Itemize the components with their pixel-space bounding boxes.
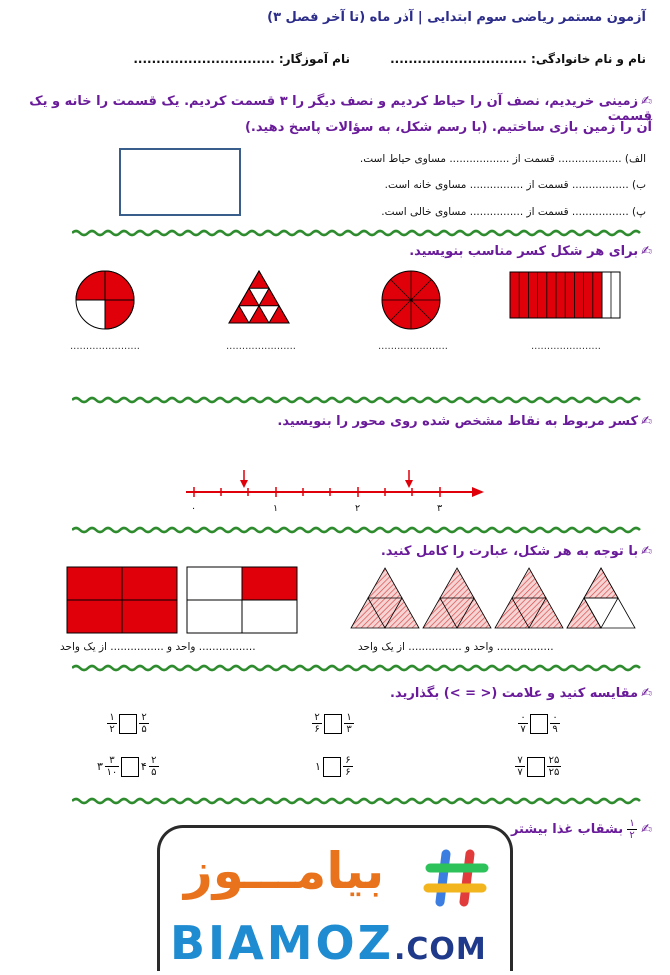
compare-item — [312, 712, 354, 735]
question-6-text: بشقاب غذا بیشتر — [510, 822, 624, 837]
compare-item — [515, 755, 561, 778]
compare-item — [518, 712, 560, 735]
tick-label: ۲ — [355, 503, 361, 514]
logo-panel — [157, 825, 513, 971]
answer-box[interactable] — [527, 757, 545, 777]
whole-number: ۴ — [140, 760, 147, 773]
answer-box[interactable] — [121, 757, 139, 777]
question-4-text: با توجه به هر شکل، عبارت را کامل کنید. — [380, 544, 639, 559]
question-1-line1: زمینی خریدیم، نصف آن را حیاط کردیم و نصف دیگر را ۳ قسمت کردیم. یک قسمت را خانه و یک قسمت — [29, 94, 652, 124]
number-line — [180, 466, 490, 506]
fraction: $\frac{۰}{۷}$ — [518, 712, 528, 735]
page-title: آزمون مستمر ریاضی سوم ابتدایی | آذر ماه (تا آخر فصل ۳) — [267, 10, 646, 25]
answer-blank[interactable]: ...................... — [226, 341, 296, 352]
triangles-shape — [349, 566, 639, 630]
pen-icon: ✍ — [641, 94, 652, 109]
q4-caption-right: ................. واحد و ................ از یک واحد — [358, 641, 554, 653]
tick-label: ۳ — [437, 503, 443, 514]
section-divider — [72, 797, 642, 805]
section-divider — [72, 396, 642, 404]
compare-item — [315, 755, 353, 778]
pen-icon: ✍ — [641, 414, 652, 429]
whole-number: ۱ — [315, 760, 321, 773]
question-5-text: مقایسه کنید و علامت (< = >) بگذارید. — [390, 686, 639, 701]
section-divider — [72, 526, 642, 534]
whole-number: ۳ — [97, 760, 103, 773]
section-divider — [72, 664, 642, 672]
answer-box[interactable] — [323, 757, 341, 777]
answer-blank[interactable]: ...................... — [378, 341, 448, 352]
tick-label: ۱ — [273, 503, 279, 514]
fraction: $\frac{۲}{۶}$ — [312, 712, 322, 735]
drawing-box — [119, 148, 241, 216]
question-2 — [409, 244, 652, 259]
answer-box[interactable] — [119, 714, 137, 734]
circle-quarters-shape — [74, 269, 136, 331]
pen-icon: ✍ — [641, 822, 652, 837]
hashtag-icon — [422, 848, 492, 908]
answer-blank[interactable]: ...................... — [531, 341, 601, 352]
question-3-text: کسر مربوط به نقاط مشخص شده روی محور را بنویسید. — [277, 414, 639, 429]
answer-blank[interactable]: ...................... — [70, 341, 140, 352]
compare-item — [107, 712, 149, 735]
tick-label: ۰ — [191, 503, 197, 514]
fraction: $\frac{۲}{۵}$ — [139, 712, 149, 735]
q1-item-a: الف) ................... قسمت از .................. مساوی حیاط است. — [359, 153, 646, 165]
teacher-name-field: نام آموزگار: ............................... — [133, 52, 350, 66]
fraction: $\frac{۰}{۹}$ — [550, 712, 560, 735]
fraction: $\frac{۲۵}{۲۵}$ — [548, 755, 560, 778]
rectangles-shape — [66, 566, 298, 634]
fraction: $\frac{۱}{۲}$ — [107, 712, 117, 735]
question-6 — [511, 818, 652, 841]
q1-item-b: ب) ................. قسمت از ................ مساوی خانه است. — [384, 179, 646, 191]
question-4 — [381, 544, 652, 559]
q4-caption-left: ................. واحد و ................ از یک واحد — [60, 641, 256, 653]
logo-english-text: BIAMOZ.COM — [170, 916, 487, 970]
question-1-line2: آن را زمین بازی ساختیم. (با رسم شکل، به سؤالات پاسخ دهید.) — [244, 120, 652, 135]
pen-icon: ✍ — [641, 244, 652, 259]
triangle-grid-shape — [227, 269, 291, 325]
answer-box[interactable] — [324, 714, 342, 734]
fraction: $\frac{۶}{۶}$ — [343, 755, 353, 778]
student-name-field: نام و نام خانوادگی: .............................. — [390, 52, 646, 66]
fraction: $\frac{۷}{۷}$ — [515, 755, 525, 778]
logo-persian-text: بیامـــوز — [184, 842, 385, 900]
pen-icon: ✍ — [641, 686, 652, 701]
fraction: $\frac{۱}{۲}$ — [627, 818, 637, 841]
compare-item — [97, 755, 159, 778]
strip-bar-shape — [509, 271, 621, 319]
answer-box[interactable] — [530, 714, 548, 734]
section-divider — [72, 229, 642, 237]
pen-icon: ✍ — [641, 544, 652, 559]
fraction: $\frac{۳}{۱۰}$ — [106, 755, 118, 778]
q1-item-c: پ) ................. قسمت از ................ مساوی خالی است. — [381, 206, 646, 218]
question-2-text: برای هر شکل کسر مناسب بنویسید. — [409, 244, 639, 259]
fraction: $\frac{۲}{۵}$ — [149, 755, 159, 778]
question-5 — [390, 686, 652, 701]
circle-eighths-shape — [380, 269, 442, 331]
question-3 — [277, 414, 652, 429]
fraction: $\frac{۱}{۳}$ — [344, 712, 354, 735]
